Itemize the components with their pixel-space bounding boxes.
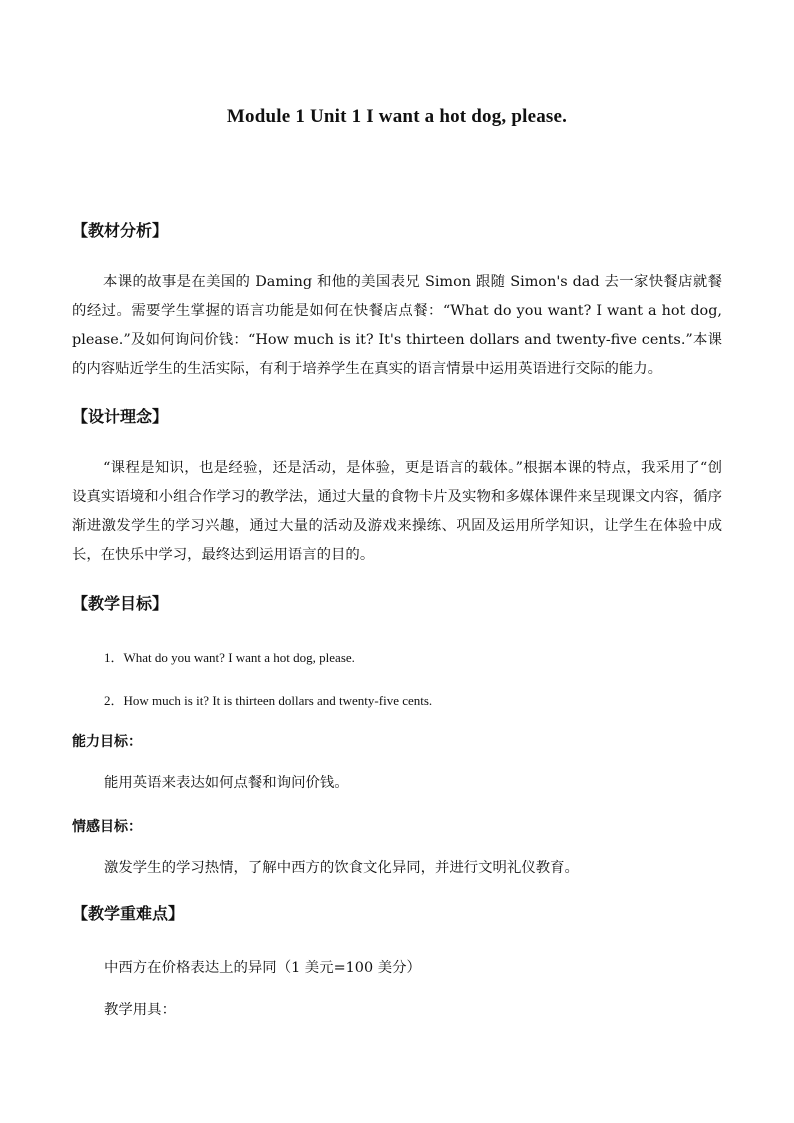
emotion-goal-label: 情感目标： — [72, 819, 142, 835]
section-heading-analysis: 【教材分析】 — [72, 221, 169, 240]
analysis-paragraph: 本课的故事是在美国的 Daming 和他的美国表兄 Simon 跟随 Simon's dad 去一家快餐店就餐的经过。需要学生掌握的语言功能是如何在快餐店点餐：“What do you want? I want a hot dog, please.”及如何询问价钱：“How much is it? It's thirteen dollars and twenty-five cents.”本课的内容贴近学生的生活实际，有利于培养学生在真实的语言情景中运用英语进行交际的能力。 — [72, 274, 722, 377]
ability-goal-text: 能用英语来表达如何点餐和询问价钱。 — [104, 775, 349, 791]
objective-item-1: 1．What do you want? I want a hot dog, please. — [104, 650, 355, 665]
teaching-tools-label: 教学用具： — [104, 1002, 176, 1018]
page-title: Module 1 Unit 1 I want a hot dog, please. — [226, 106, 568, 127]
section-heading-concept: 【设计理念】 — [72, 407, 169, 426]
ability-goal-label: 能力目标： — [72, 734, 142, 750]
concept-paragraph: “课程是知识，也是经验，还是活动，是体验，更是语言的载体。”根据本课的特点，我采用了“创设真实语境和小组合作学习的教学法，通过大量的食物卡片及实物和多媒体课件来呈现课文内容，循序渐进激发学生的学习兴趣，通过大量的活动及游戏来操练、巩固及运用所学知识，让学生在体验中成长，在快乐中学习，最终达到运用语言的目的。 — [72, 460, 722, 563]
section-heading-objectives: 【教学目标】 — [72, 594, 169, 613]
objective-item-2: 2．How much is it? It is thirteen dollars and twenty-five cents. — [104, 693, 433, 708]
keypoints-text: 中西方在价格表达上的异同（1 美元=100 美分） — [104, 960, 421, 976]
section-heading-keypoints: 【教学重难点】 — [72, 904, 185, 923]
emotion-goal-text: 激发学生的学习热情，了解中西方的饮食文化异同，并进行文明礼仪教育。 — [104, 860, 579, 876]
